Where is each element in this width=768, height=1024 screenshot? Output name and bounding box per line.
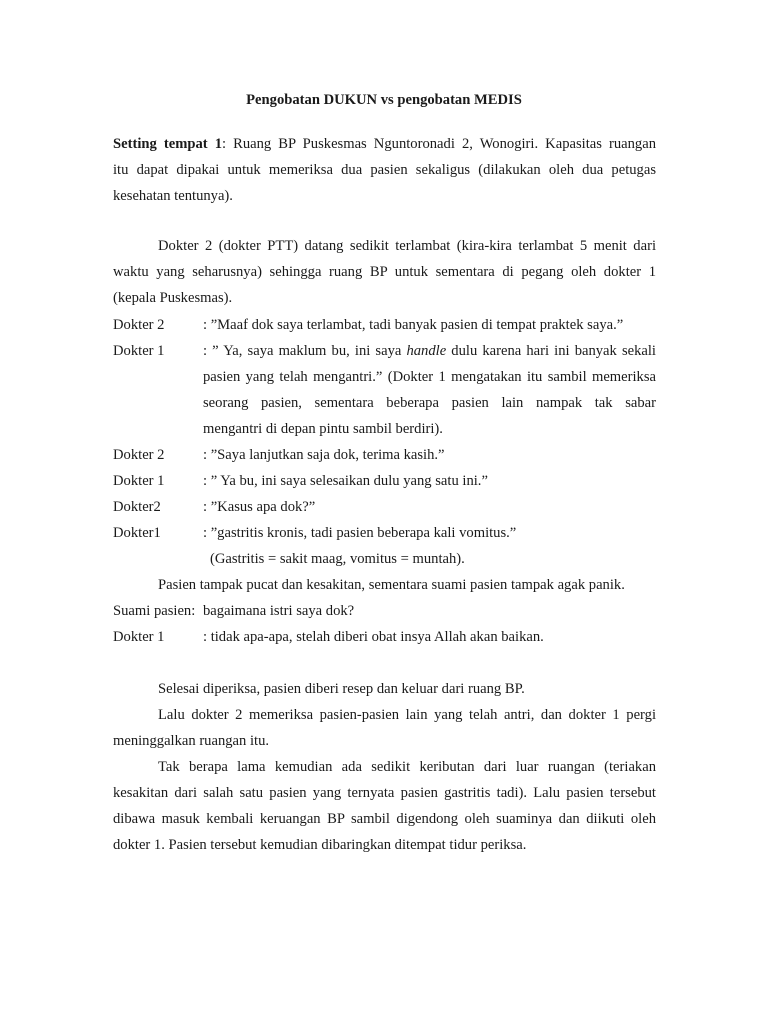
dialog-speaker: Dokter2	[113, 499, 161, 515]
narration-line: Pasien tampak pucat dan kesakitan, sementara suami pasien tampak agak panik.	[158, 577, 625, 593]
setting-line-2: itu dapat dipakai untuk memeriksa dua pasien sekaligus (dilakukan oleh dua petugas	[113, 162, 656, 178]
intro-line-3: (kepala Puskesmas).	[113, 290, 233, 306]
dialog-speaker: Dokter 2	[113, 317, 165, 333]
dialog-text: : ”Maaf dok saya terlambat, tadi banyak pasien di tempat praktek saya.”	[203, 317, 624, 333]
dialog-text: bagaimana istri saya dok?	[203, 603, 355, 619]
dialog-speaker: Dokter 1	[113, 343, 165, 359]
dialog-speaker: Dokter 1	[113, 629, 165, 645]
intro-line-1: Dokter 2 (dokter PTT) datang sedikit terlambat (kira-kira terlambat 5 menit dari	[158, 238, 656, 254]
dialog-text-italic: handle	[406, 343, 447, 359]
dialog-text: : ”Kasus apa dok?”	[203, 499, 316, 515]
closing-paragraph-1: Selesai diperiksa, pasien diberi resep dan keluar dari ruang BP.	[158, 681, 525, 697]
dialog-text: : ”gastritis kronis, tadi pasien beberapa kali vomitus.”	[203, 525, 517, 541]
dialog-speaker: Dokter 2	[113, 447, 165, 463]
dialog-text: seorang pasien, sementara beberapa pasien lain nampak tak sabar	[203, 395, 656, 411]
dialog-speaker: Dokter 1	[113, 473, 165, 489]
dialog-text-pre: : ” Ya, saya maklum bu, ini saya	[203, 343, 407, 359]
dialog-text: : ”Saya lanjutkan saja dok, terima kasih.”	[203, 447, 445, 463]
dialog-text	[203, 338, 656, 364]
dialog-text: : tidak apa-apa, stelah diberi obat insya Allah akan baikan.	[203, 629, 544, 645]
closing-paragraph-3	[113, 754, 656, 858]
setting-label: Setting tempat 1	[113, 136, 222, 152]
closing-p3-line-1: Tak berapa lama kemudian ada sedikit keributan dari luar ruangan (teriakan	[158, 759, 656, 775]
closing-paragraph-2	[113, 702, 656, 754]
dialog-text-post: dulu karena hari ini banyak sekali	[446, 343, 656, 359]
closing-p2-line-2: meninggalkan ruangan itu.	[113, 733, 270, 749]
dialog-speaker: Suami pasien:	[113, 603, 196, 619]
dialog-text: pasien yang telah mengantri.” (Dokter 1 mengatakan itu sambil memeriksa	[203, 369, 656, 385]
dialog-text: mengantri di depan pintu sambil berdiri).	[203, 421, 443, 437]
gastritis-note: (Gastritis = sakit maag, vomitus = muntah).	[210, 551, 465, 567]
intro-paragraph	[113, 233, 656, 311]
intro-line-2: waktu yang seharusnya) sehingga ruang BP untuk sementara di pegang oleh dokter 1	[113, 264, 656, 280]
closing-p2-line-1: Lalu dokter 2 memeriksa pasien-pasien lain yang telah antri, dan dokter 1 pergi	[158, 707, 656, 723]
dialog-speaker: Dokter1	[113, 525, 161, 541]
setting-line-3: kesehatan tentunya).	[113, 188, 233, 204]
closing-p3-line-2: kesakitan dari salah satu pasien yang ternyata pasien gastritis tadi). Lalu pasien tersebut	[113, 785, 656, 801]
closing-p3-line-4: dokter 1. Pasien tersebut kemudian dibaringkan ditempat tidur periksa.	[113, 837, 527, 853]
setting-line-1	[113, 131, 656, 157]
closing-p3-line-3: dibawa masuk kembali keruangan BP sambil digendong oleh suaminya dan diikuti oleh	[113, 811, 656, 827]
setting-paragraph	[113, 131, 656, 209]
setting-text-1: : Ruang BP Puskesmas Nguntoronadi 2, Wonogiri. Kapasitas ruangan	[222, 136, 656, 152]
dialog-text: : ” Ya bu, ini saya selesaikan dulu yang satu ini.”	[203, 473, 488, 489]
document-title: Pengobatan DUKUN vs pengobatan MEDIS	[246, 92, 522, 108]
